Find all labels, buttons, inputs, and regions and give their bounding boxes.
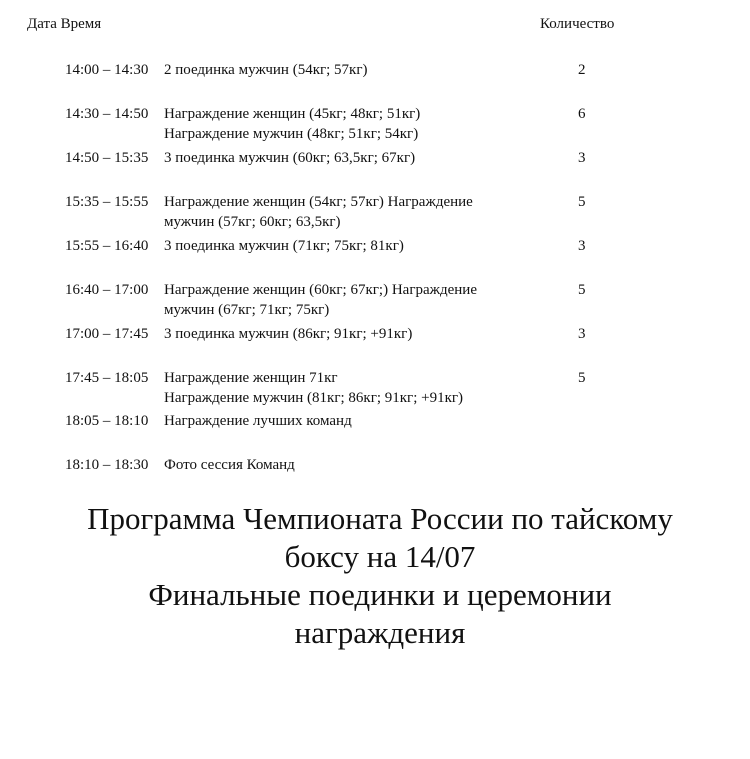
schedule-quantity: 3 xyxy=(578,150,586,166)
schedule-time: 17:00 – 17:45 xyxy=(65,326,149,342)
schedule-time: 14:50 – 15:35 xyxy=(65,150,149,166)
program-title-line: Финальные поединки и церемонии xyxy=(148,577,612,612)
schedule-description xyxy=(164,411,544,431)
schedule-quantity: 5 xyxy=(578,370,586,386)
schedule-time: 15:35 – 15:55 xyxy=(65,194,149,210)
schedule-description-line: Награждение женщин (45кг; 48кг; 51кг) xyxy=(164,106,421,122)
schedule-time: 16:40 – 17:00 xyxy=(65,282,149,298)
program-title-line: Программа Чемпионата России по тайскому xyxy=(87,501,673,536)
schedule-description-line: Награждение мужчин (81кг; 86кг; 91кг; +91кг) xyxy=(164,390,464,406)
schedule-description xyxy=(164,280,544,320)
schedule-time: 17:45 – 18:05 xyxy=(65,370,149,386)
schedule-description-line: Награждение женщин 71кг xyxy=(164,370,338,386)
schedule-quantity: 3 xyxy=(578,238,586,254)
schedule-description-line: Награждение женщин (60кг; 67кг;) Награждение xyxy=(164,282,477,298)
schedule-description xyxy=(164,368,544,408)
schedule-time: 18:10 – 18:30 xyxy=(65,457,149,473)
schedule-quantity: 5 xyxy=(578,282,586,298)
schedule-description-line: мужчин (57кг; 60кг; 63,5кг) xyxy=(164,214,341,230)
schedule-description xyxy=(164,60,544,80)
schedule-description xyxy=(164,192,544,232)
schedule-quantity: 2 xyxy=(578,62,586,78)
schedule-time: 18:05 – 18:10 xyxy=(65,413,149,429)
schedule-quantity: 3 xyxy=(578,326,586,342)
header-quantity: Количество xyxy=(540,16,615,32)
schedule-description-line: 3 поединка мужчин (71кг; 75кг; 81кг) xyxy=(164,238,404,254)
schedule-description-line: Фото сессия Команд xyxy=(164,457,295,473)
schedule-time: 14:00 – 14:30 xyxy=(65,62,149,78)
schedule-description xyxy=(164,148,544,168)
schedule-description-line: Награждение женщин (54кг; 57кг) Награждение xyxy=(164,194,473,210)
schedule-description xyxy=(164,104,544,144)
schedule-quantity: 5 xyxy=(578,194,586,210)
program-title-line: награждения xyxy=(294,615,466,650)
header-date-time: Дата Время xyxy=(27,16,102,32)
schedule-time: 14:30 – 14:50 xyxy=(65,106,149,122)
program-title-line: боксу на 14/07 xyxy=(284,539,476,574)
schedule-description xyxy=(164,236,544,256)
schedule-description xyxy=(164,455,544,475)
schedule-description-line: 2 поединка мужчин (54кг; 57кг) xyxy=(164,62,368,78)
schedule-description-line: 3 поединка мужчин (86кг; 91кг; +91кг) xyxy=(164,326,413,342)
schedule-time: 15:55 – 16:40 xyxy=(65,238,149,254)
program-title xyxy=(0,500,750,652)
schedule-description-line: 3 поединка мужчин (60кг; 63,5кг; 67кг) xyxy=(164,150,416,166)
schedule-description-line: мужчин (67кг; 71кг; 75кг) xyxy=(164,302,330,318)
schedule-description-line: Награждение мужчин (48кг; 51кг; 54кг) xyxy=(164,126,419,142)
schedule-description xyxy=(164,324,544,344)
schedule-description-line: Награждение лучших команд xyxy=(164,413,352,429)
schedule-quantity: 6 xyxy=(578,106,586,122)
